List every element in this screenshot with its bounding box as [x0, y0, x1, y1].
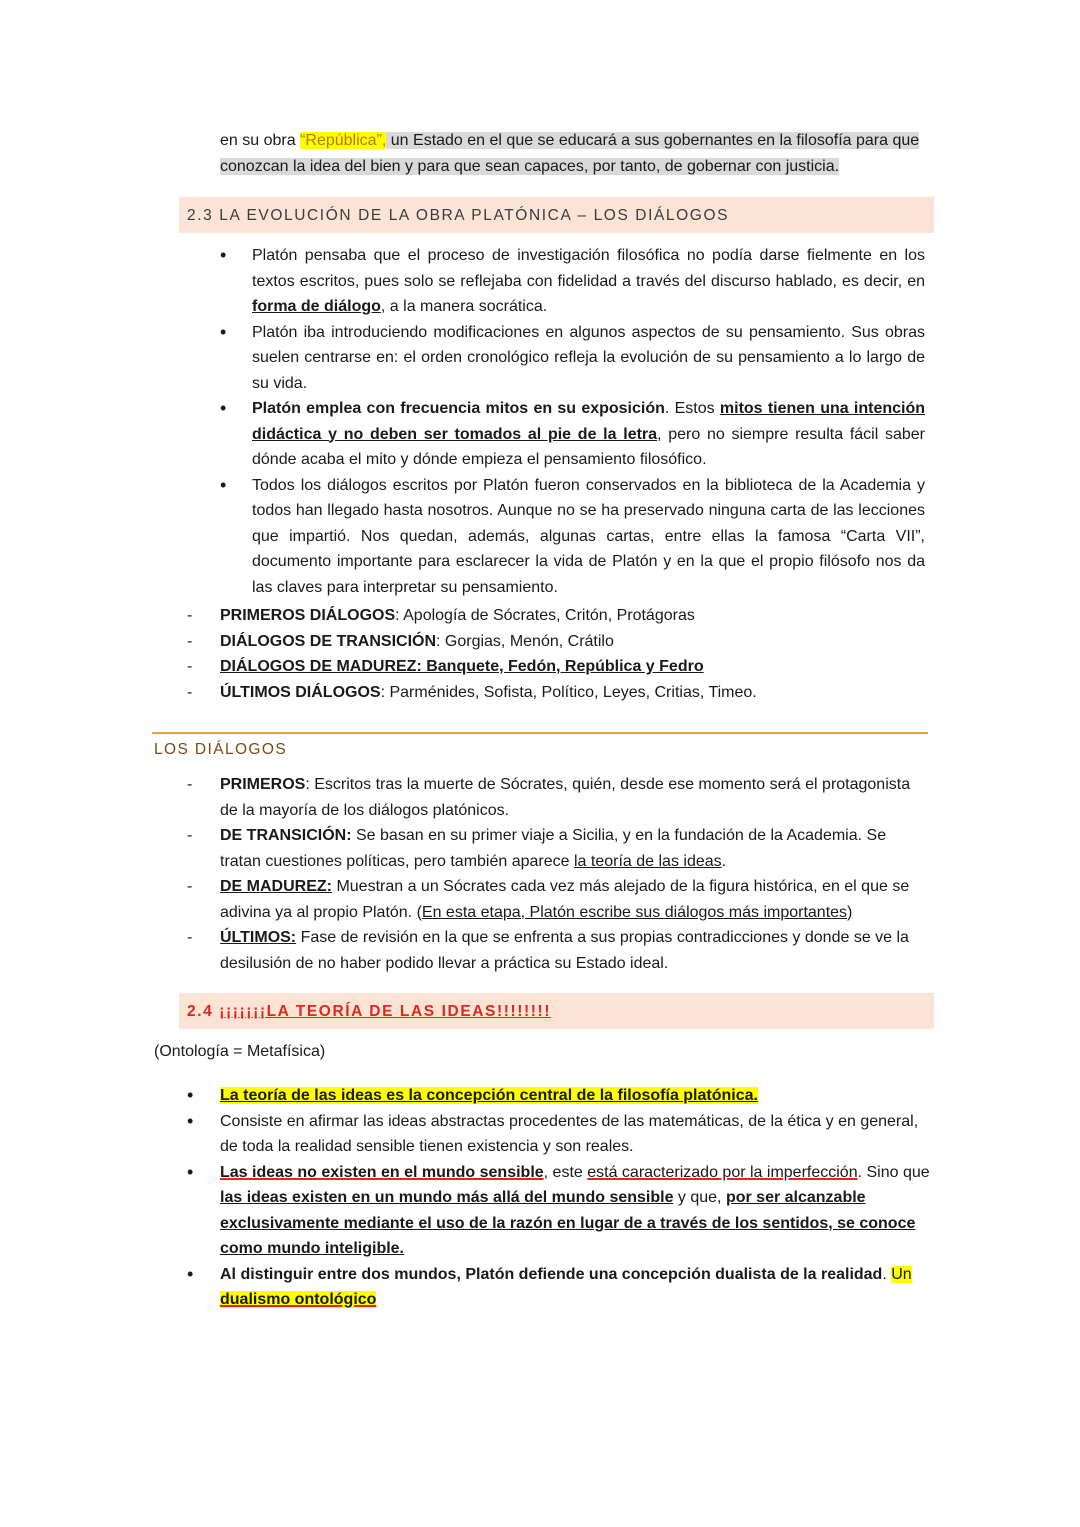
list-item: - PRIMEROS DIÁLOGOS: Apología de Sócrates, Critón, Protágoras [187, 603, 927, 629]
los-dialogos-title: LOS DIÁLOGOS [154, 741, 288, 758]
list-item: • Platón pensaba que el proceso de investigación filosófica no podía darse fielmente en los textos escritos, pues solo se reflejaba con fidelidad a través del discurso hablado, es decir, en forma de diálogo, a la manera socrática. [220, 243, 925, 320]
intro-line-2: conozcan la idea del bien y para que sean capaces, por tanto, de gobernar con justicia. [220, 157, 840, 175]
list-item: • Platón emplea con frecuencia mitos en su exposición. Estos mitos tienen una intención didáctica y no deben ser tomados al pie de la letra, pero no siempre resulta fácil saber dónde acaba el mito y dónde empieza el pensamiento filosófico. [220, 396, 925, 473]
los-dialogos-list [187, 772, 927, 976]
section-2-4-title: 2.4 ¡¡¡¡¡¡¡LA TEORÍA DE LAS IDEAS!!!!!!!! [187, 1003, 552, 1020]
list-item: - PRIMEROS: Escritos tras la muerte de Sócrates, quién, desde ese momento será el protagonista de la mayoría de los diálogos platónicos. [187, 772, 927, 823]
list-item: - DE MADUREZ: Muestran a un Sócrates cada vez más alejado de la figura histórica, en el que se adivina ya al propio Platón. (En esta etapa, Platón escribe sus diálogos más importantes) [187, 874, 927, 925]
list-item: • Todos los diálogos escritos por Platón fueron conservados en la biblioteca de la Academia y todos han llegado hasta nosotros. Aunque no se ha preservado ninguna carta de las lecciones que impartió. Nos quedan, además, algunas cartas, entre ellas la famosa “Carta VII”, documento importante para esclarecer la vida de Platón y en la que el propio filósofo nos da las claves para interpretar su pensamiento. [220, 473, 925, 601]
list-item: - DIÁLOGOS DE TRANSICIÓN: Gorgias, Menón, Crátilo [187, 629, 927, 655]
intro-paragraph [220, 128, 930, 179]
list-item: - ÚLTIMOS DIÁLOGOS: Parménides, Sofista, Político, Leyes, Critias, Timeo. [187, 680, 927, 706]
list-item: - DE TRANSICIÓN: Se basan en su primer viaje a Sicilia, y en la fundación de la Academia. Se tratan cuestiones políticas, pero también aparece la teoría de las ideas. [187, 823, 927, 874]
list-item: • Consiste en afirmar las ideas abstractas procedentes de las matemáticas, de la ética y en general, de toda la realidad sensible tienen existencia y son reales. [187, 1109, 932, 1160]
section-2-3-bullets [220, 243, 925, 600]
ontologia-note: (Ontología = Metafísica) [154, 1043, 326, 1060]
dialogos-periods-list [187, 603, 927, 705]
teoria-ideas-list [187, 1083, 932, 1313]
list-item: • Al distinguir entre dos mundos, Platón defiende una concepción dualista de la realidad. Un dualismo ontológico [187, 1262, 932, 1313]
list-item: - DIÁLOGOS DE MADUREZ: Banquete, Fedón, República y Fedro [187, 654, 927, 680]
section-divider [152, 732, 928, 734]
intro-line-1: en su obra “República”, un Estado en el que se educará a sus gobernantes en la filosofía para que [220, 132, 920, 149]
list-item: • La teoría de las ideas es la concepción central de la filosofía platónica. [187, 1083, 932, 1109]
list-item: • Las ideas no existen en el mundo sensible, este está caracterizado por la imperfección. Sino que las ideas existen en un mundo más allá del mundo sensible y que, por ser alcanzable exclusivamente mediante el uso de la razón en lugar de a través de los sentidos, se conoce como mundo inteligible. [187, 1160, 932, 1262]
section-2-3-title: 2.3 LA EVOLUCIÓN DE LA OBRA PLATÓNICA – LOS DIÁLOGOS [187, 207, 730, 224]
republica-highlight: “República”, [300, 132, 387, 149]
list-item: - ÚLTIMOS: Fase de revisión en la que se enfrenta a sus propias contradicciones y donde se ve la desilusión de no haber podido llevar a práctica su Estado ideal. [187, 925, 927, 976]
list-item: • Platón iba introduciendo modificaciones en algunos aspectos de su pensamiento. Sus obras suelen centrarse en: el orden cronológico refleja la evolución de su pensamiento a lo largo de su vida. [220, 320, 925, 397]
